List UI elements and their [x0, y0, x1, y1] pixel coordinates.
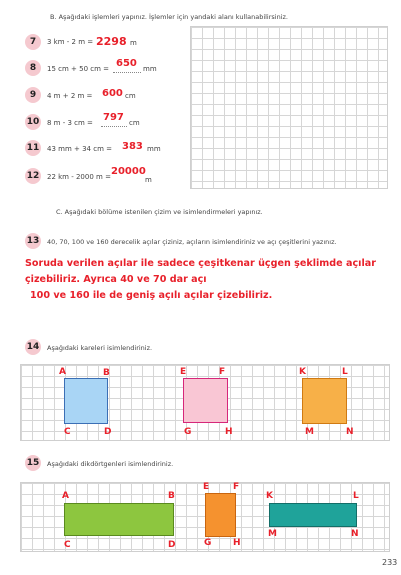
item-7-question: 3 km - 2 m = — [47, 38, 94, 46]
square2-label-g: G — [184, 427, 192, 437]
item-9-question: 4 m + 2 m = — [47, 92, 93, 100]
item-9-unit: cm — [125, 92, 136, 100]
question-15-badge: 15 — [25, 455, 41, 471]
item-8-question: 15 cm + 50 cm = — [47, 65, 110, 73]
item-10-answer: 797 — [103, 112, 124, 123]
item-11-question: 43 mm + 34 cm = — [47, 145, 112, 153]
section-b-instruction: B. Aşağıdaki işlemleri yapınız. İşlemler için yandaki alanı kullanabilirsiniz. — [50, 13, 289, 21]
square-abcd — [64, 378, 108, 424]
rect1-label-a: A — [62, 491, 69, 501]
square-efgh — [183, 378, 228, 423]
item-8-unit: mm — [143, 65, 157, 73]
square3-label-k: K — [299, 367, 306, 377]
section-c-instruction: C. Aşağıdaki bölüme istenilen çizim ve isimlendirmeleri yapınız. — [56, 208, 263, 216]
square3-label-m: M — [305, 427, 314, 437]
item-7-answer: 2298 — [96, 35, 127, 48]
question-13-text: 40, 70, 100 ve 160 derecelik açılar çiziniz, açıların isimlendiriniz ve açı çeşitlerini yazınız. — [47, 238, 337, 246]
question-15-text: Aşağıdaki dikdörtgenleri isimlendiriniz. — [47, 460, 174, 468]
rect3-label-k: K — [266, 491, 273, 501]
item-11-badge: 11 — [25, 140, 41, 156]
item-8-answer: 650 — [116, 58, 137, 69]
q13-answer-line-1: Soruda verilen açılar ile sadece çeşitkenar üçgen şeklimde açılar — [25, 258, 376, 269]
question-14-badge: 14 — [25, 339, 41, 355]
square2-label-e: E — [180, 367, 187, 377]
item-10-badge: 10 — [25, 114, 41, 130]
item-11-answer: 383 — [122, 141, 143, 152]
item-9-badge: 9 — [25, 87, 41, 103]
item-12-unit: m — [145, 176, 152, 184]
item-8-badge: 8 — [25, 60, 41, 76]
rectangle-efgh — [205, 493, 236, 537]
question-14-text: Aşağıdaki kareleri isimlendiriniz. — [47, 344, 153, 352]
rect1-label-d: D — [168, 540, 176, 550]
rect2-label-g: G — [204, 538, 212, 548]
item-7-badge: 7 — [25, 34, 41, 50]
item-8-blank — [113, 72, 141, 73]
item-10-unit: cm — [129, 119, 140, 127]
rect1-label-b: B — [168, 491, 175, 501]
square2-label-f: F — [219, 367, 226, 377]
rect3-label-l: L — [353, 491, 359, 501]
item-12-badge: 12 — [25, 168, 41, 184]
question-13-badge: 13 — [25, 233, 41, 249]
rect2-label-h: H — [233, 538, 241, 548]
square3-label-l: L — [342, 367, 348, 377]
item-12-question: 22 km - 2000 m = — [47, 173, 111, 181]
rect3-label-m: M — [268, 529, 277, 539]
item-9-answer: 600 — [102, 88, 123, 99]
q13-answer-line-2: çizebiliriz. Ayrıca 40 ve 70 dar açı — [25, 274, 207, 285]
rectangle-abcd — [64, 503, 174, 536]
rect2-label-e: E — [203, 482, 210, 492]
square-klmn — [302, 378, 347, 424]
item-10-question: 8 m - 3 cm = — [47, 119, 93, 127]
square1-label-a: A — [59, 367, 66, 377]
item-7-unit: m — [130, 39, 137, 47]
item-12-answer: 20000 — [111, 166, 146, 177]
square2-label-h: H — [225, 427, 233, 437]
page-number: 233 — [382, 558, 398, 567]
rect1-label-c: C — [64, 540, 71, 550]
item-10-blank — [101, 126, 127, 127]
rectangle-klmn — [269, 503, 357, 527]
square1-label-b: B — [103, 368, 110, 378]
square1-label-c: C — [64, 427, 71, 437]
rect2-label-f: F — [233, 482, 240, 492]
q13-answer-line-3: 100 ve 160 ile de geniş açılı açılar çizebiliriz. — [30, 290, 273, 301]
item-11-unit: mm — [147, 145, 161, 153]
rect3-label-n: N — [351, 529, 359, 539]
work-area-grid[interactable] — [190, 26, 388, 189]
square3-label-n: N — [346, 427, 354, 437]
square1-label-d: D — [104, 427, 112, 437]
